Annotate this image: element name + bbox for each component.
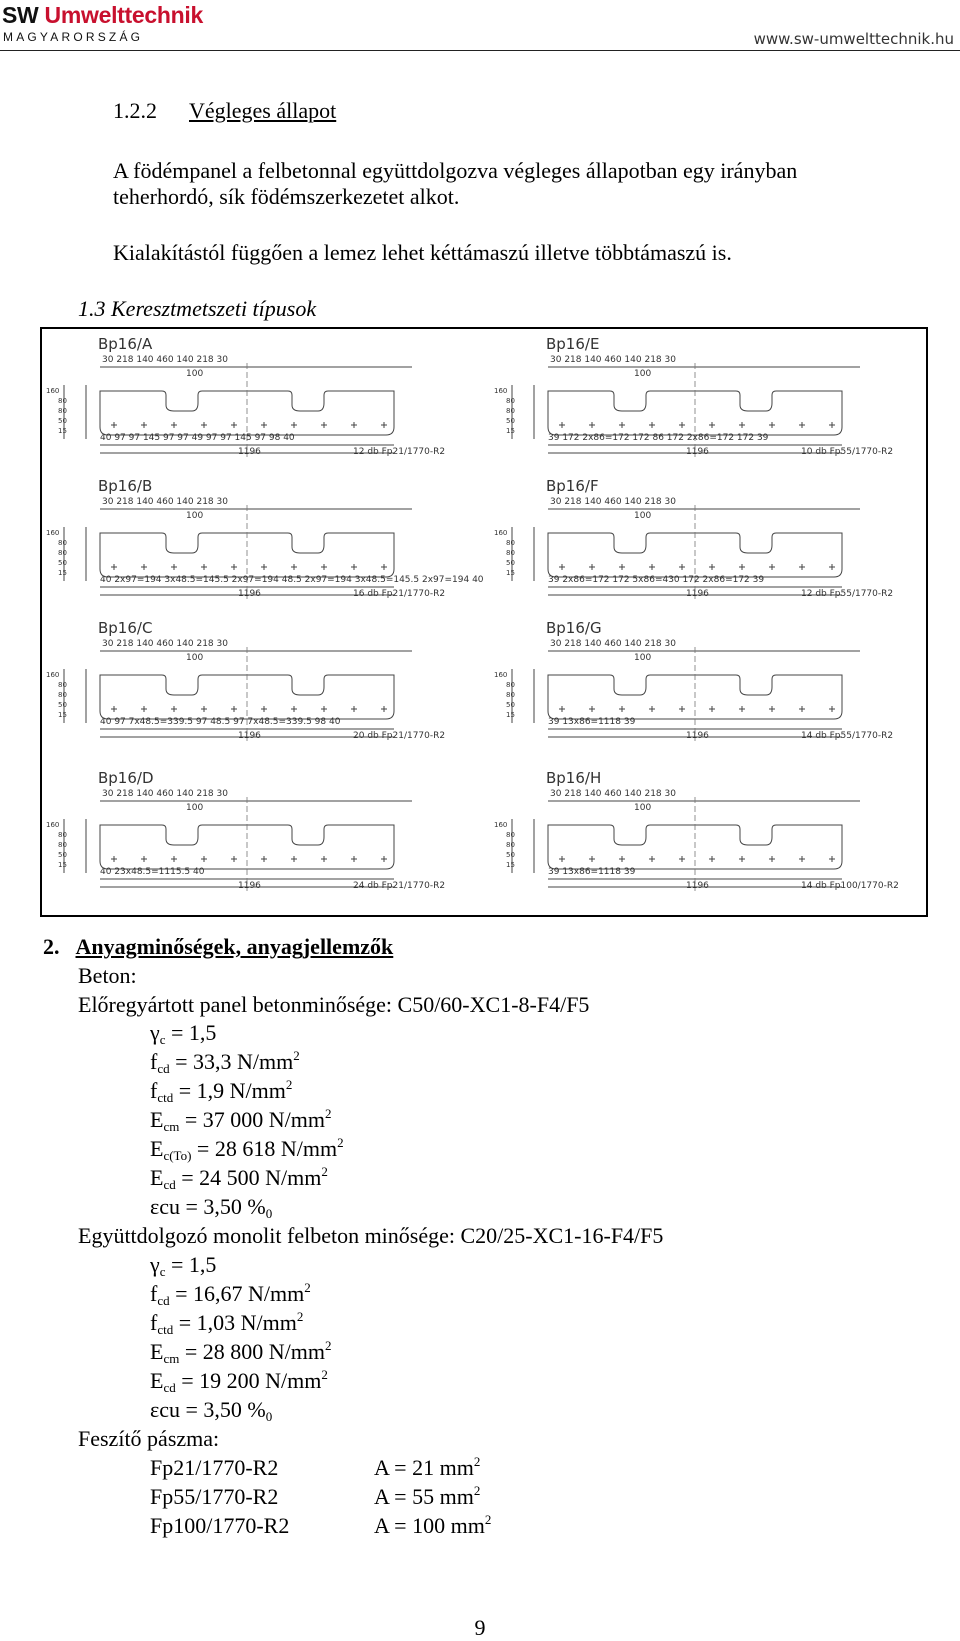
width-dimension: 1196 bbox=[238, 881, 261, 891]
height-label: 80 bbox=[506, 681, 515, 689]
section-number: 2. bbox=[43, 934, 60, 959]
cross-section-panel bbox=[494, 477, 916, 617]
height-label: 80 bbox=[506, 841, 515, 849]
sub-dimension: 100 bbox=[186, 511, 204, 521]
panel-label: Bp16/F bbox=[546, 477, 599, 495]
strand-area: A = 100 $mm^2$ bbox=[374, 1512, 492, 1538]
bottom-dimensions: 40 97 97 145 97 97 49 97 97 145 97 98 40 bbox=[100, 433, 295, 443]
section-title: Végleges állapot bbox=[189, 98, 337, 123]
section-1-2-2-heading bbox=[113, 98, 336, 124]
bottom-dimensions: 39 13x86=1118 39 bbox=[548, 717, 636, 727]
page-number: 9 bbox=[474, 1615, 486, 1640]
height-label: 80 bbox=[58, 407, 67, 415]
height-label: 15 bbox=[506, 861, 515, 869]
bottom-dimensions: 40 23x48.5=1115.5 40 bbox=[100, 867, 205, 877]
paragraph-line: Kialakítástól függően a lemez lehet kéttámaszú illetve többtámaszú is. bbox=[113, 240, 732, 265]
panel-label: Bp16/E bbox=[546, 335, 600, 353]
sub-dimension: 100 bbox=[186, 803, 204, 813]
bottom-dimensions: 39 172 2x86=172 172 86 172 2x86=172 172 39 bbox=[548, 433, 769, 443]
panel-label: Bp16/H bbox=[546, 769, 602, 787]
width-dimension: 1196 bbox=[686, 589, 709, 599]
height-label: 160 bbox=[46, 387, 60, 395]
height-label: 15 bbox=[58, 427, 67, 435]
section-1-3-heading: 1.3 Keresztmetszeti típusok bbox=[78, 296, 317, 321]
height-label: 50 bbox=[506, 701, 515, 709]
height-label: 80 bbox=[58, 681, 67, 689]
height-label: 80 bbox=[58, 691, 67, 699]
strand-note: 12 db Fp21/1770-R2 bbox=[353, 447, 446, 457]
precast-fctd: $f_{ctd} = 1,9$ $N/mm^2$ bbox=[150, 1077, 293, 1105]
height-label: 15 bbox=[58, 711, 67, 719]
width-dimension: 1196 bbox=[238, 447, 261, 457]
height-label: 80 bbox=[506, 831, 515, 839]
height-label: 160 bbox=[46, 529, 60, 537]
top-dimensions: 30 218 140 460 140 218 30 bbox=[550, 639, 676, 649]
sub-dimension: 100 bbox=[634, 803, 652, 813]
strand-note: 16 db Fp21/1770-R2 bbox=[353, 589, 446, 599]
header-divider bbox=[0, 50, 960, 51]
precast-ecto: $E_{c(To)} = 28$ 618 $N/mm^2$ bbox=[150, 1135, 344, 1163]
cross-section-panel bbox=[46, 335, 468, 475]
bottom-dimensions: 39 2x86=172 172 5x86=430 172 2x86=172 39 bbox=[548, 575, 765, 585]
strand-note: 24 db Fp21/1770-R2 bbox=[353, 881, 446, 891]
height-label: 50 bbox=[506, 851, 515, 859]
strand-note: 14 db Fp100/1770-R2 bbox=[801, 881, 899, 891]
height-label: 160 bbox=[494, 671, 508, 679]
height-label: 50 bbox=[58, 701, 67, 709]
strand-area: A = 55 $mm^2$ bbox=[374, 1483, 481, 1509]
strand-name: Fp21/1770-R2 bbox=[150, 1455, 279, 1480]
bottom-dimensions: 40 2x97=194 3x48.5=145.5 2x97=194 48.5 2x97=194 3x48.5=145.5 2x97=194 40 bbox=[100, 575, 484, 585]
company-logo bbox=[2, 2, 203, 29]
width-dimension: 1196 bbox=[238, 589, 261, 599]
cross-section-panel bbox=[494, 769, 916, 909]
height-label: 50 bbox=[58, 417, 67, 425]
precast-ecm: $E_{cm} = 37$ 000 $N/mm^2$ bbox=[150, 1106, 332, 1134]
height-label: 50 bbox=[58, 851, 67, 859]
width-dimension: 1196 bbox=[686, 881, 709, 891]
strand-area: A = 21 $mm^2$ bbox=[374, 1454, 481, 1480]
top-dimensions: 30 218 140 460 140 218 30 bbox=[102, 789, 228, 799]
strand-note: 20 db Fp21/1770-R2 bbox=[353, 731, 446, 741]
precast-fcd: $f_{cd} = 33,3$ $N/mm^2$ bbox=[150, 1048, 300, 1076]
height-label: 80 bbox=[506, 691, 515, 699]
precast-ecu: εcu = 3,50 $\%_0$ bbox=[150, 1194, 273, 1221]
sub-dimension: 100 bbox=[634, 511, 652, 521]
sub-dimension: 100 bbox=[634, 653, 652, 663]
bottom-dimensions: 40 97 7x48.5=339.5 97 48.5 97 7x48.5=339.5 98 40 bbox=[100, 717, 341, 727]
height-label: 80 bbox=[506, 549, 515, 557]
topping-fcd: $f_{cd} = 16,67$ $N/mm^2$ bbox=[150, 1280, 311, 1308]
width-dimension: 1196 bbox=[686, 731, 709, 741]
top-dimensions: 30 218 140 460 140 218 30 bbox=[550, 355, 676, 365]
website-url[interactable]: www.sw-umwelttechnik.hu bbox=[753, 30, 954, 48]
page-header bbox=[0, 0, 960, 48]
height-label: 80 bbox=[58, 831, 67, 839]
topping-fctd: $f_{ctd} = 1,03$ $N/mm^2$ bbox=[150, 1309, 304, 1337]
height-label: 15 bbox=[506, 711, 515, 719]
section-2-heading bbox=[43, 934, 393, 960]
height-label: 50 bbox=[506, 417, 515, 425]
top-dimensions: 30 218 140 460 140 218 30 bbox=[102, 355, 228, 365]
height-label: 80 bbox=[58, 397, 67, 405]
logo-subtitle: MAGYARORSZÁG bbox=[3, 30, 144, 44]
height-label: 80 bbox=[506, 397, 515, 405]
beton-label: Beton: bbox=[78, 963, 137, 988]
topping-quality: Együttdolgozó monolit felbeton minősége: C20/25-XC1-16-F4/F5 bbox=[78, 1223, 664, 1248]
precast-ecd: $E_{cd} = 24$ 500 $N/mm^2$ bbox=[150, 1164, 328, 1192]
height-label: 80 bbox=[58, 841, 67, 849]
height-label: 160 bbox=[494, 529, 508, 537]
cross-section-panel bbox=[46, 477, 484, 617]
height-label: 80 bbox=[506, 539, 515, 547]
height-label: 80 bbox=[58, 539, 67, 547]
cross-section-panel bbox=[46, 619, 468, 759]
height-label: 15 bbox=[58, 861, 67, 869]
paragraph-line: A födémpanel a felbetonnal együttdolgozva végleges állapotban egy irányban bbox=[113, 158, 798, 183]
panel-label: Bp16/D bbox=[98, 769, 154, 787]
top-dimensions: 30 218 140 460 140 218 30 bbox=[550, 497, 676, 507]
top-dimensions: 30 218 140 460 140 218 30 bbox=[550, 789, 676, 799]
topping-ecu: εcu = 3,50 $\%_0$ bbox=[150, 1397, 273, 1424]
bottom-dimensions: 39 13x86=1118 39 bbox=[548, 867, 636, 877]
top-dimensions: 30 218 140 460 140 218 30 bbox=[102, 639, 228, 649]
height-label: 15 bbox=[506, 427, 515, 435]
top-dimensions: 30 218 140 460 140 218 30 bbox=[102, 497, 228, 507]
section-title: Anyagminőségek, anyagjellemzők bbox=[75, 934, 394, 959]
height-label: 50 bbox=[58, 559, 67, 567]
sub-dimension: 100 bbox=[186, 369, 204, 379]
strand-label: Feszítő pászma: bbox=[78, 1426, 220, 1451]
height-label: 50 bbox=[506, 559, 515, 567]
strand-note: 14 db Fp55/1770-R2 bbox=[801, 731, 894, 741]
height-label: 160 bbox=[494, 387, 508, 395]
panel-label: Bp16/B bbox=[98, 477, 153, 495]
cross-section-panel bbox=[494, 619, 916, 759]
cross-section-panel bbox=[494, 335, 916, 475]
strand-note: 10 db Fp55/1770-R2 bbox=[801, 447, 894, 457]
precast-quality: Előregyártott panel betonminősége: C50/60-XC1-8-F4/F5 bbox=[78, 992, 590, 1017]
topping-gamma-c: $\gamma_c = 1,5$ bbox=[150, 1252, 217, 1279]
strand-name: Fp100/1770-R2 bbox=[150, 1513, 290, 1538]
cross-section-panel bbox=[46, 769, 468, 909]
height-label: 80 bbox=[506, 407, 515, 415]
sub-dimension: 100 bbox=[186, 653, 204, 663]
height-label: 80 bbox=[58, 549, 67, 557]
height-label: 160 bbox=[46, 671, 60, 679]
topping-ecm: $E_{cm} = 28$ 800 $N/mm^2$ bbox=[150, 1338, 332, 1366]
strand-name: Fp55/1770-R2 bbox=[150, 1484, 279, 1509]
logo-brand: Umwelttechnik bbox=[44, 2, 203, 28]
panel-label: Bp16/G bbox=[546, 619, 602, 637]
height-label: 15 bbox=[58, 569, 67, 577]
width-dimension: 1196 bbox=[238, 731, 261, 741]
topping-ecd: $E_{cd} = 19$ 200 $N/mm^2$ bbox=[150, 1367, 328, 1395]
height-label: 15 bbox=[506, 569, 515, 577]
height-label: 160 bbox=[46, 821, 60, 829]
strand-note: 12 db Fp55/1770-R2 bbox=[801, 589, 894, 599]
height-label: 160 bbox=[494, 821, 508, 829]
paragraph-line: teherhordó, sík födémszerkezetet alkot. bbox=[113, 184, 460, 209]
panel-label: Bp16/C bbox=[98, 619, 153, 637]
cross-section-figure bbox=[40, 327, 928, 917]
precast-gamma-c: $\gamma_c = 1,5$ bbox=[150, 1020, 217, 1047]
panel-label: Bp16/A bbox=[98, 335, 153, 353]
section-number: 1.2.2 bbox=[113, 98, 157, 123]
logo-sw: SW bbox=[2, 2, 39, 28]
width-dimension: 1196 bbox=[686, 447, 709, 457]
sub-dimension: 100 bbox=[634, 369, 652, 379]
